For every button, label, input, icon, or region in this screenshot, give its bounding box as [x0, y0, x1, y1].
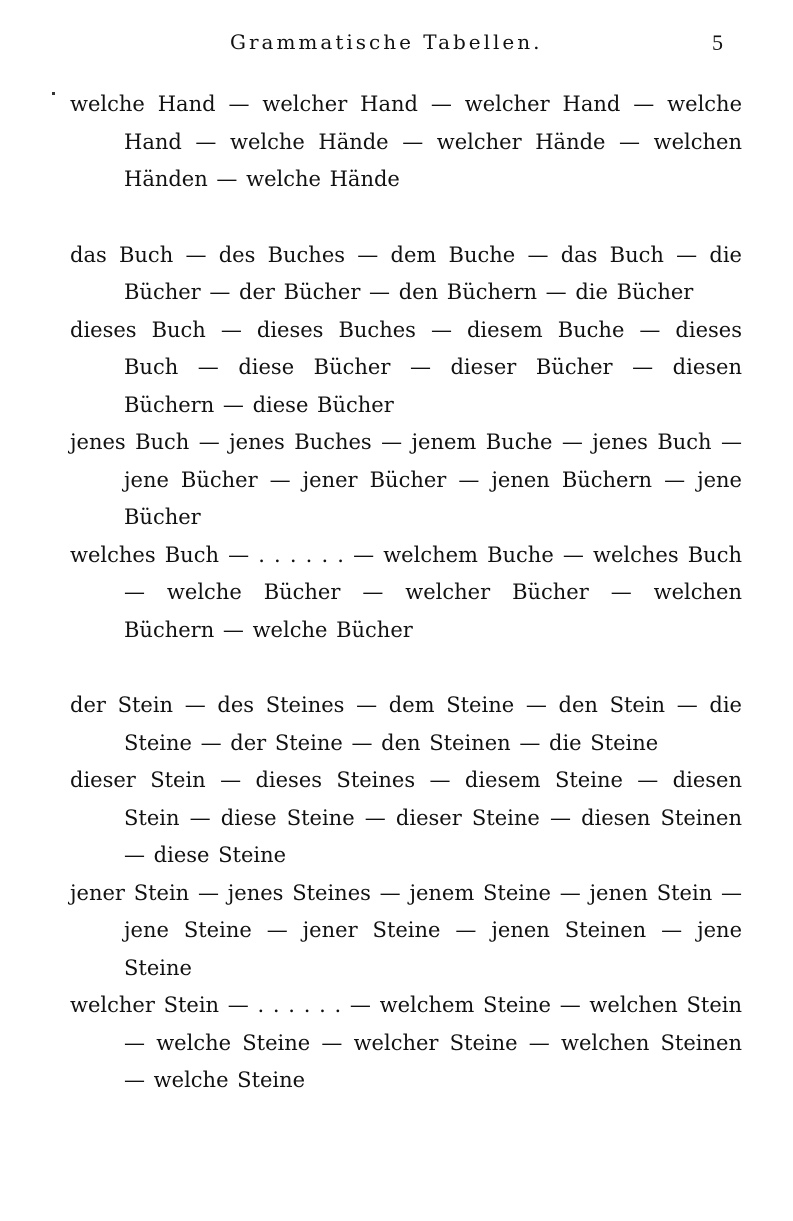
declension-table [70, 86, 742, 1100]
group-divider [70, 649, 742, 687]
declension-entry-welche-hand: welche Hand — welcher Hand — welcher Hand — welche Hand — welche Hände — welcher Hände — welchen Händen — welche Hände [70, 92, 742, 191]
declension-entry-jener-stein: jener Stein — jenes Steines — jenem Steine — jenen Stein — jene Steine — jener Steine — jenen Steinen — jene Steine [70, 880, 742, 980]
page-number: 5 [712, 30, 723, 55]
declension-entry-das-buch: das Buch — des Buches — dem Buche — das Buch — die Bücher — der Bücher — den Büchern — die Bücher [70, 242, 742, 304]
declension-entry-dieser-stein: dieser Stein — dieses Steines — diesem Steine — diesen Stein — diese Steine — dieser Steine — diesen Steinen — diese Steine [70, 768, 742, 867]
declension-entry-dieses-buch: dieses Buch — dieses Buches — diesem Buche — dieses Buch — diese Bücher — dieser Bücher — diesen Büchern — diese Bücher [70, 317, 742, 417]
running-head: Grammatische Tabellen. [230, 30, 543, 54]
declension-entry-der-stein: der Stein — des Steines — dem Steine — den Stein — die Steine — der Steine — den Steinen — die Steine [70, 693, 742, 755]
declension-entry-welches-buch: welches Buch — . . . . . . — welchem Buche — welches Buch — welche Bücher — welcher Bücher — welchen Büchern — welche Bücher [70, 542, 742, 642]
group-divider [70, 199, 742, 237]
declension-entry-jenes-buch: jenes Buch — jenes Buches — jenem Buche — jenes Buch — jene Bücher — jener Bücher — jenen Büchern — jene Bücher [70, 430, 742, 529]
stray-ink-mark [52, 92, 55, 95]
declension-entry-welcher-stein: welcher Stein — . . . . . . — welchem Steine — welchen Stein — welche Steine — welcher Steine — welchen Steinen — welche Steine [70, 993, 742, 1092]
